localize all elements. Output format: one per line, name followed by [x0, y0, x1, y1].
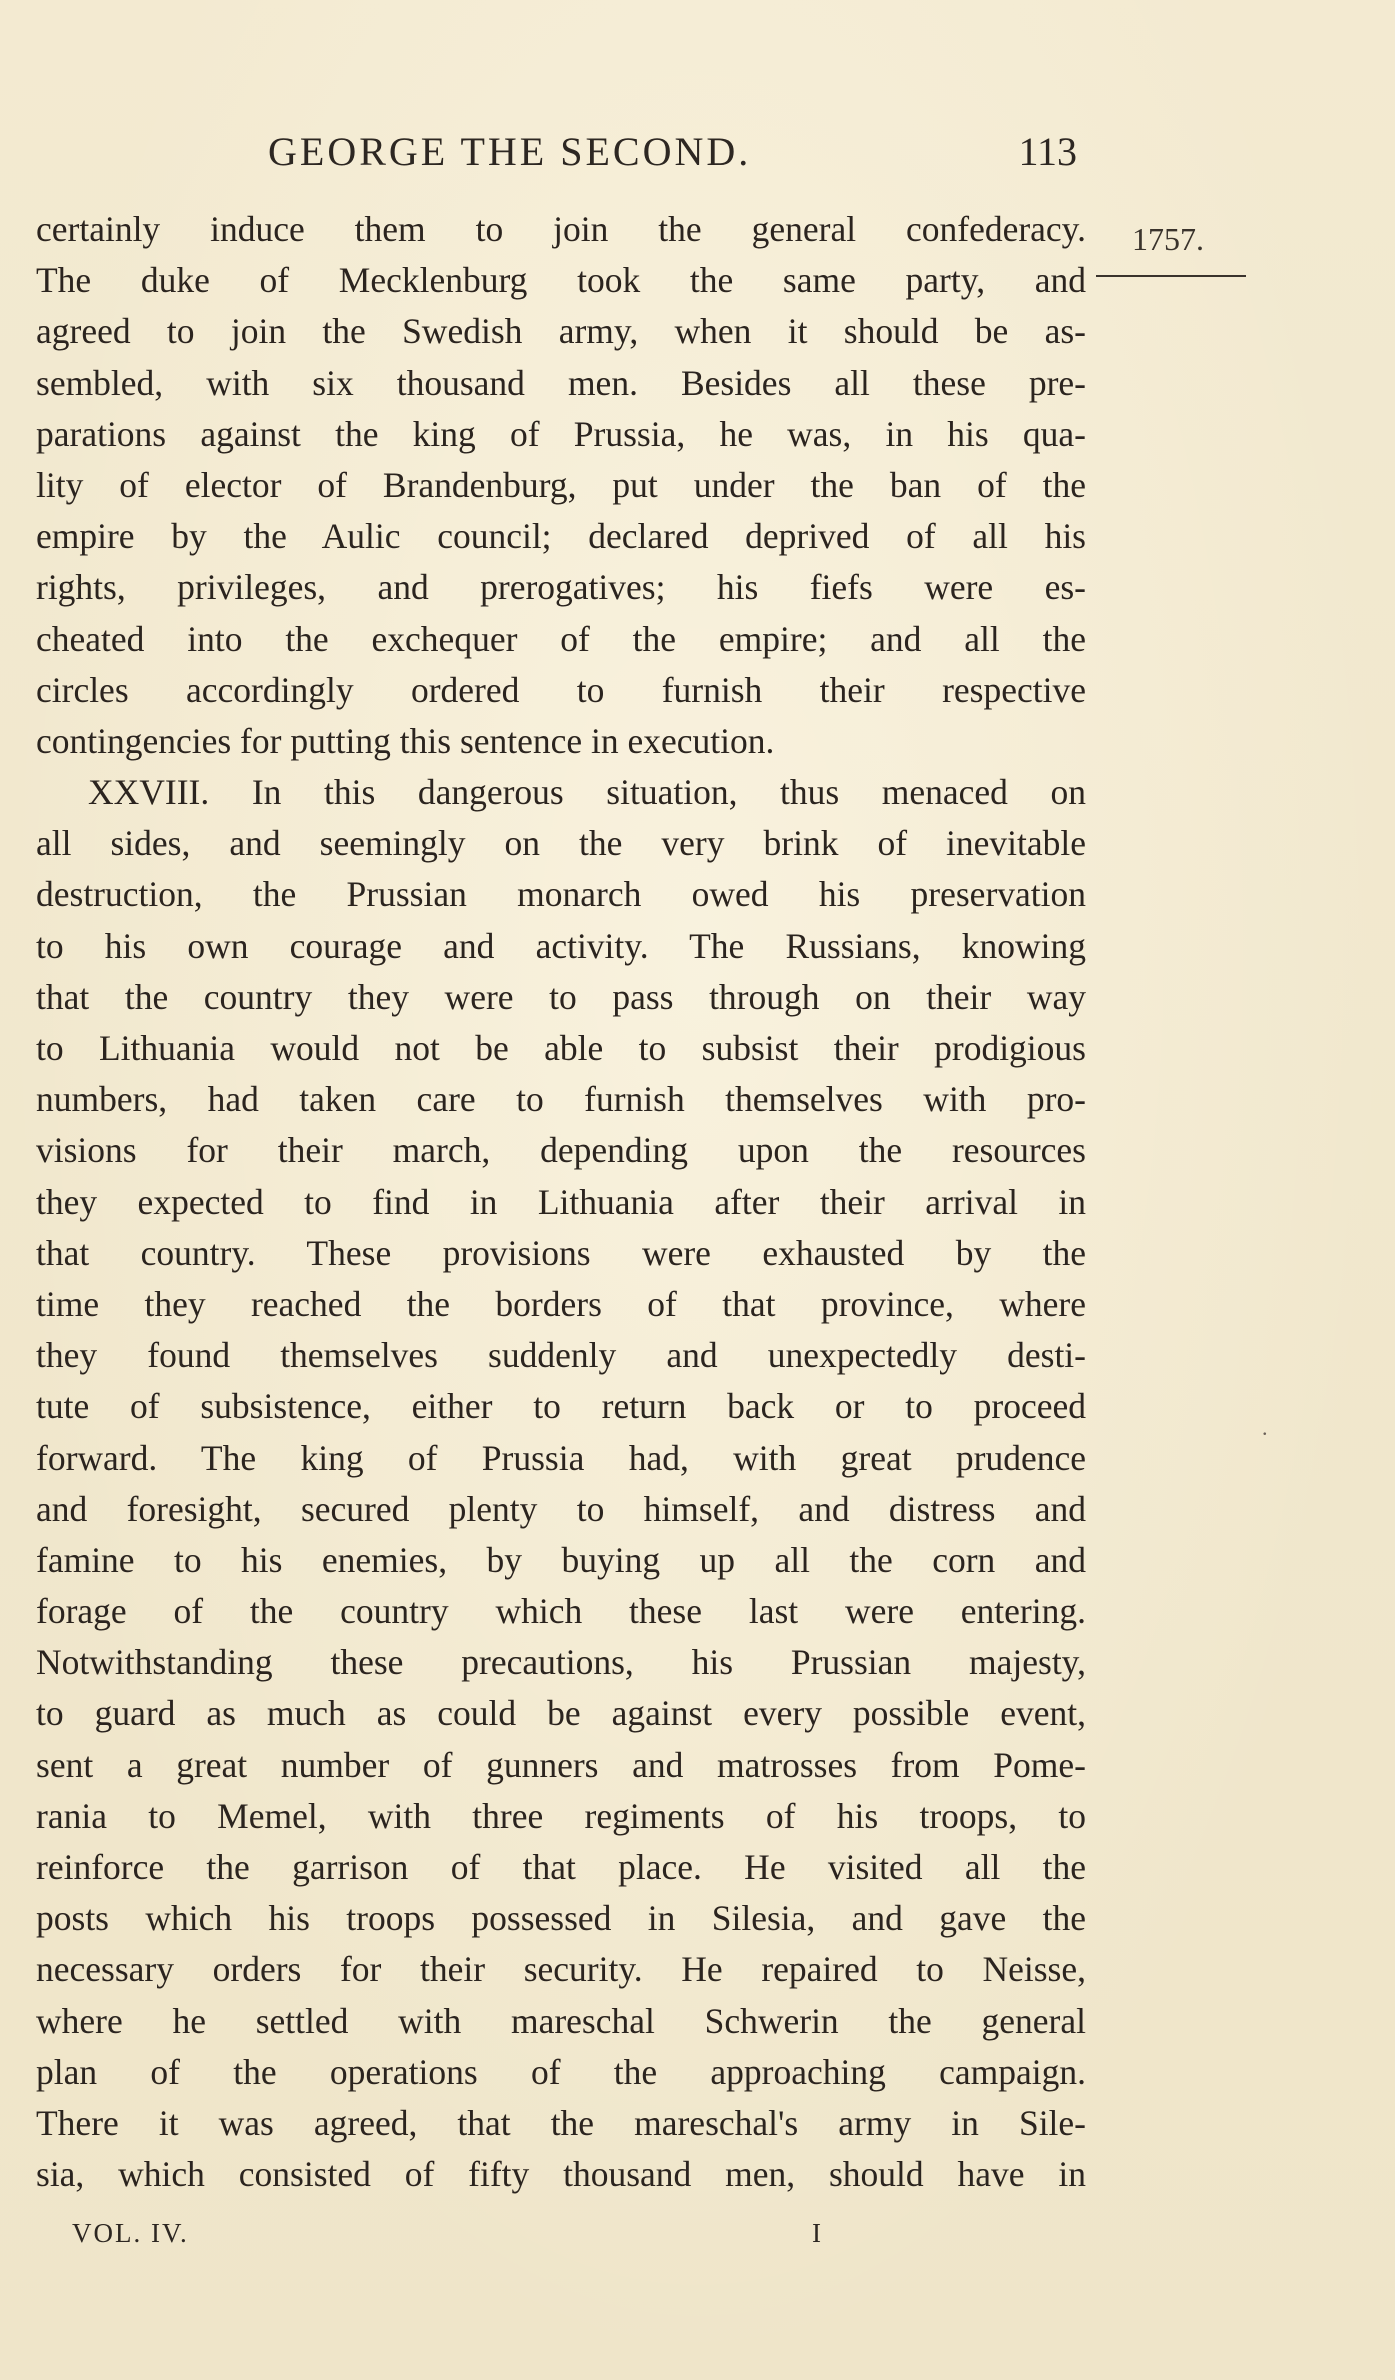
text-line: time they reached the borders of that province, where — [36, 1283, 1086, 1324]
text-line: to his own courage and activity. The Russians, knowing — [36, 925, 1086, 966]
text-line: There it was agreed, that the mareschal's army in Sile- — [36, 2102, 1086, 2143]
running-head — [268, 128, 1083, 188]
text-line: to guard as much as could be against every possible event, — [36, 1693, 1086, 1734]
text-line: and foresight, secured plenty to himself, and distress and — [36, 1488, 1086, 1529]
body-text — [36, 204, 1086, 2200]
text-line: plan of the operations of the approaching campaign. — [36, 2051, 1086, 2092]
page-number: 113 — [1018, 129, 1077, 174]
text-line: empire by the Aulic council; declared deprived of all his — [36, 516, 1086, 557]
margin-year-note: 1757. — [1132, 221, 1204, 257]
text-line: rights, privileges, and prerogatives; his fiefs were es- — [36, 567, 1086, 608]
text-line: agreed to join the Swedish army, when it should be as- — [36, 311, 1086, 352]
text-line: necessary orders for their security. He repaired to Neisse, — [36, 1949, 1086, 1990]
text-line: all sides, and seemingly on the very brink of inevitable — [36, 823, 1086, 864]
text-line: that the country they were to pass through on their way — [36, 976, 1086, 1017]
text-line: they expected to find in Lithuania after their arrival in — [36, 1181, 1086, 1222]
margin-dot: . — [1262, 1415, 1268, 1440]
text-line: famine to his enemies, by buying up all the corn and — [36, 1539, 1086, 1580]
text-line: lity of elector of Brandenburg, put under the ban of the — [36, 464, 1086, 505]
text-line: forage of the country which these last were entering. — [36, 1591, 1086, 1632]
text-line: posts which his troops possessed in Silesia, and gave the — [36, 1898, 1086, 1939]
text-line: sembled, with six thousand men. Besides all these pre- — [36, 362, 1086, 403]
text-line: numbers, had taken care to furnish themselves with pro- — [36, 1079, 1086, 1120]
text-line: Notwithstanding these precautions, his Prussian majesty, — [36, 1642, 1086, 1683]
text-line: destruction, the Prussian monarch owed his preservation — [36, 874, 1086, 915]
margin-rule — [1096, 275, 1246, 277]
text-line: sia, which consisted of fifty thousand men, should have in — [36, 2154, 1086, 2195]
text-line: forward. The king of Prussia had, with great prudence — [36, 1437, 1086, 1478]
text-line: sent a great number of gunners and matrosses from Pome- — [36, 1744, 1086, 1785]
gathering-signature: I — [812, 2218, 821, 2248]
text-line: rania to Memel, with three regiments of his troops, to — [36, 1795, 1086, 1836]
page-footer — [72, 2218, 872, 2258]
volume-signature: VOL. IV. — [72, 2218, 189, 2248]
text-line: cheated into the exchequer of the empire; and all the — [36, 618, 1086, 659]
text-line: The duke of Mecklenburg took the same party, and — [36, 260, 1086, 301]
text-line: they found themselves suddenly and unexpectedly desti- — [36, 1335, 1086, 1376]
text-line: visions for their march, depending upon the resources — [36, 1130, 1086, 1171]
text-line: reinforce the garrison of that place. He visited all the — [36, 1847, 1086, 1887]
text-line: that country. These provisions were exhausted by the — [36, 1232, 1086, 1273]
text-line: to Lithuania would not be able to subsist their prodigious — [36, 1028, 1086, 1068]
text-line: contingencies for putting this sentence in execution. — [36, 720, 775, 761]
text-line: circles accordingly ordered to furnish their respective — [36, 669, 1086, 710]
text-line: tute of subsistence, either to return back or to proceed — [36, 1386, 1086, 1427]
text-line: where he settled with mareschal Schwerin the general — [36, 2000, 1086, 2041]
section-start-line: XXVIII. In this dangerous situation, thus menaced on — [88, 772, 1086, 813]
running-title: GEORGE THE SECOND. — [268, 129, 752, 174]
text-line: certainly induce them to join the general confederacy. — [36, 209, 1086, 249]
text-line: parations against the king of Prussia, he was, in his qua- — [36, 413, 1086, 454]
